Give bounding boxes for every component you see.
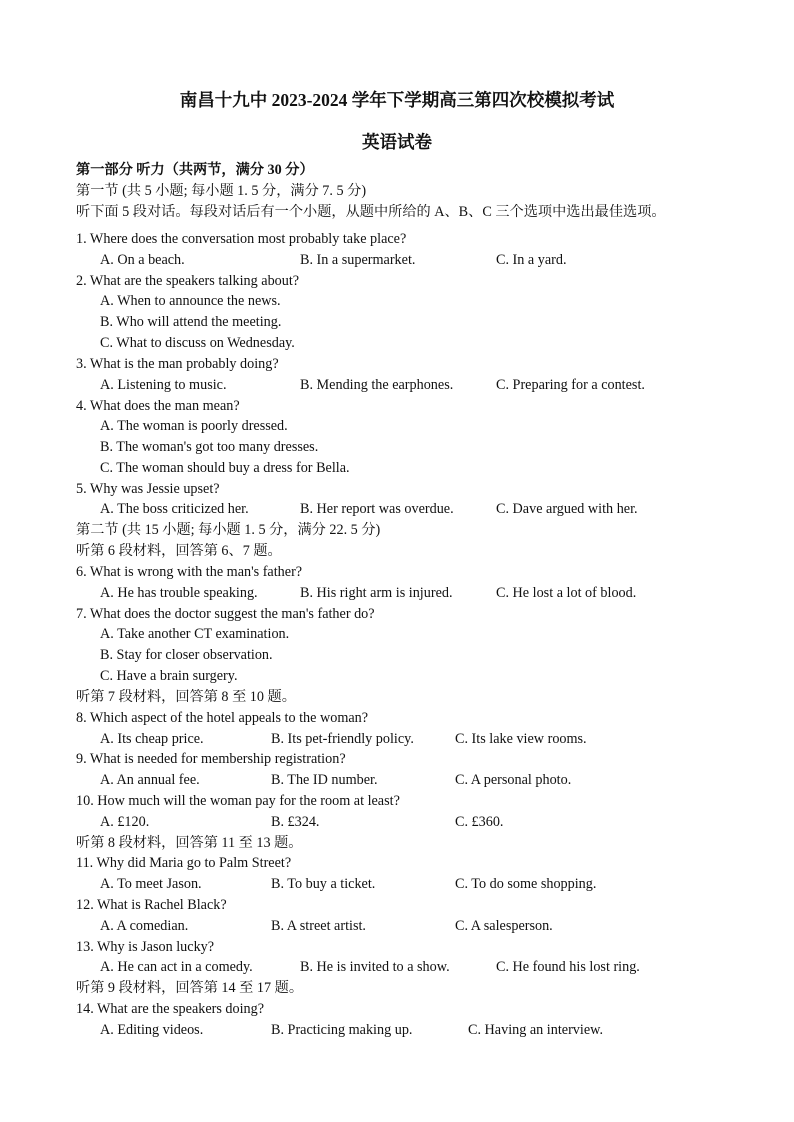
option-row [0,729,794,750]
option-b: B. To buy a ticket. [271,876,376,892]
option-a: A. The boss criticized her. [100,501,249,517]
question-stem: 10. How much will the woman pay for the room at least? [76,793,400,809]
option-c: C. He lost a lot of blood. [496,585,637,601]
option-b: B. His right arm is injured. [300,585,453,601]
section2-heading: 第二节 (共 15 小题; 每小题 1. 5 分，满分 22. 5 分) [76,522,381,538]
question-stem: 14. What are the speakers doing? [76,1001,265,1017]
option-c: C. The woman should buy a dress for Bella. [100,460,350,476]
part1-heading: 第一部分 听力（共两节，满分 30 分） [76,162,314,178]
option-a: A. He has trouble speaking. [100,585,258,601]
option-a: A. On a beach. [100,252,185,268]
option-b: B. Practicing making up. [271,1022,413,1038]
option-c: C. Preparing for a contest. [496,377,645,393]
option-c: C. Have a brain surgery. [100,668,238,684]
question-stem: 9. What is needed for membership registration? [76,751,346,767]
option-c: C. £360. [455,814,504,830]
section1-instruction: 听下面 5 段对话。每段对话后有一个小题，从题中所给的 A、B、C 三个选项中选出最佳选项。 [76,204,666,220]
option-a: A. To meet Jason. [100,876,202,892]
option-a: A. A comedian. [100,918,189,934]
option-a: A. Its cheap price. [100,731,204,747]
option-a: A. The woman is poorly dressed. [100,418,288,434]
question-stem: 1. Where does the conversation most probably take place? [76,231,407,247]
material-instruction: 听第 9 段材料，回答第 14 至 17 题。 [76,980,304,996]
question-stem: 3. What is the man probably doing? [76,356,279,372]
option-b: B. A street artist. [271,918,366,934]
exam-title: 南昌十九中 2023-2024 学年下学期高三第四次校模拟考试 [179,90,615,110]
option-a: A. Editing videos. [100,1022,204,1038]
material-instruction: 听第 6 段材料，回答第 6、7 题。 [76,543,282,559]
option-b: B. Mending the earphones. [300,377,454,393]
option-c: C. He found his lost ring. [496,959,640,975]
option-row [0,583,794,604]
option-c: C. Having an interview. [468,1022,604,1038]
option-c: C. What to discuss on Wednesday. [100,335,295,351]
option-c: C. A personal photo. [455,772,572,788]
option-b: B. He is invited to a show. [300,959,450,975]
question-stem: 12. What is Rachel Black? [76,897,227,913]
exam-subtitle: 英语试卷 [362,132,432,152]
option-c: C. Dave argued with her. [496,501,638,517]
option-b: B. £324. [271,814,320,830]
option-b: B. Stay for closer observation. [100,647,273,663]
option-row [0,250,794,271]
option-c: C. To do some shopping. [455,876,597,892]
question-stem: 13. Why is Jason lucky? [76,939,215,955]
option-a: A. Listening to music. [100,377,227,393]
option-row [0,1020,794,1041]
option-c: C. A salesperson. [455,918,553,934]
material-instruction: 听第 8 段材料，回答第 11 至 13 题。 [76,835,303,851]
option-row [0,812,794,833]
option-b: B. The ID number. [271,772,378,788]
option-b: B. Her report was overdue. [300,501,454,517]
option-a: A. £120. [100,814,150,830]
option-b: B. In a supermarket. [300,252,416,268]
option-c: C. Its lake view rooms. [455,731,587,747]
question-stem: 8. Which aspect of the hotel appeals to the woman? [76,710,369,726]
option-row [0,770,794,791]
section1-heading: 第一节 (共 5 小题; 每小题 1. 5 分，满分 7. 5 分) [76,183,367,199]
option-row [0,957,794,978]
question-stem: 11. Why did Maria go to Palm Street? [76,855,292,871]
option-row [0,499,794,520]
option-a: A. When to announce the news. [100,293,281,309]
question-stem: 2. What are the speakers talking about? [76,273,300,289]
option-a: A. He can act in a comedy. [100,959,253,975]
option-row [0,375,794,396]
option-b: B. Who will attend the meeting. [100,314,282,330]
material-instruction: 听第 7 段材料，回答第 8 至 10 题。 [76,689,296,705]
option-a: A. An annual fee. [100,772,200,788]
question-stem: 4. What does the man mean? [76,398,240,414]
option-a: A. Take another CT examination. [100,626,290,642]
question-stem: 6. What is wrong with the man's father? [76,564,303,580]
option-c: C. In a yard. [496,252,567,268]
option-b: B. The woman's got too many dresses. [100,439,319,455]
option-row [0,916,794,937]
option-row [0,874,794,895]
question-stem: 5. Why was Jessie upset? [76,481,220,497]
question-stem: 7. What does the doctor suggest the man's father do? [76,606,375,622]
option-b: B. Its pet-friendly policy. [271,731,414,747]
